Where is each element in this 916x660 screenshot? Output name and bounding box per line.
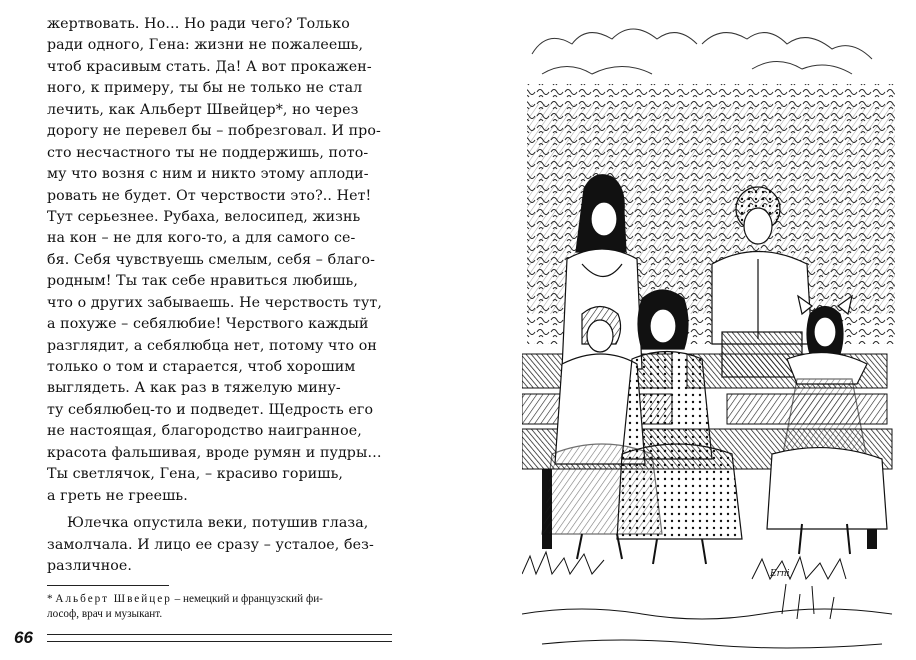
bottom-double-rule [47,634,392,642]
text-line: Ты светлячок, Гена, – красиво горишь, [47,466,344,483]
text-line: красота фальшивая, вроде румян и пудры… [47,444,382,461]
text-line: на кон – не для кого-то, а для самого се- [47,230,356,247]
footnote-divider [47,585,169,586]
text-line: бя. Себя чувствуешь смелым, себя – благо- [47,251,375,268]
text-line: ради одного, Гена: жизни не пожалеешь, [47,37,364,54]
text-line: разглядит, а себялюбца нет, потому что он [47,337,377,354]
text-line: родным! Ты так себе нравиться любишь, [47,273,358,290]
pen-ink-drawing-icon [522,14,900,654]
text-line: а греть не греешь. [47,487,188,504]
text-line: ровать не будет. От черствости это?.. Нет! [47,187,372,204]
text-line: Юлечка опустила веки, потушив глаза, [67,515,369,532]
footnote-line: лософ, врач и музыкант. [47,608,163,620]
footnote-line [47,592,392,607]
grass [522,552,892,648]
text-line: а похуже – себялюбие! Черствого каждый [47,316,369,333]
main-text [47,14,392,577]
right-page [470,0,916,660]
footnote-name: Альберт Швейцер [55,593,172,605]
text-line: му что возня с ним и никто этому аплоди- [47,166,369,183]
text-line: лечить, как Альберт Швейцер*, но через [47,101,359,118]
text-line: различное. [47,557,133,574]
text-line: сто несчастного ты не поддержишь, пото- [47,144,369,161]
text-line: дорогу не перевел бы – побрезговал. И про- [47,123,381,140]
text-line: только о том и старается, чтоб хорошим [47,359,356,375]
text-line: выглядеть. А как раз в тяжелую мину- [47,380,341,397]
text-line: ного, к примеру, ты бы не только не стал [47,80,363,97]
text-line: ту себялюбец-то и подведет. Щедрость его [47,401,374,418]
page-number: 66 [14,628,33,647]
text-line: Тут серьезнее. Рубаха, велосипед, жизнь [47,208,361,225]
text-line: чтоб красивым стать. Да! А вот прокажен- [47,58,372,75]
footnote-text: – немецкий и французский фи- [171,593,323,605]
footnote-marker: * [47,593,56,605]
text-line: что о других забываешь. Не черствость тут, [47,294,382,311]
text-line: не настоящая, благородство наигранное, [47,423,362,440]
text-line: жертвовать. Но… Но ради чего? Только [47,16,350,32]
clouds [532,29,872,74]
text-line: замолчала. И лицо ее сразу – усталое, без- [47,536,374,553]
footnote [47,592,392,622]
artist-signature: Erni [770,569,790,579]
